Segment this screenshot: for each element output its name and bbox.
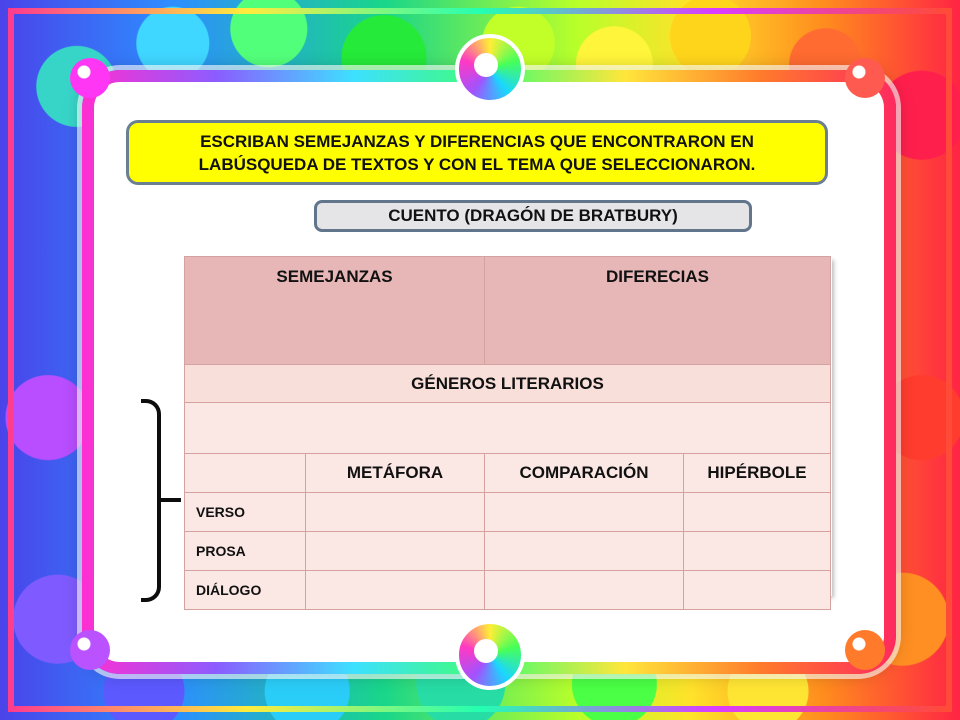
prose-metaphor-cell[interactable] xyxy=(306,532,485,571)
table-row xyxy=(185,532,831,571)
blank-table-row xyxy=(185,403,831,454)
story-title: CUENTO (DRAGÓN DE BRATBURY) xyxy=(314,200,752,232)
top-swirl-ornament xyxy=(455,34,525,104)
empty-corner-cell xyxy=(185,454,306,493)
hyperbole-header: HIPÉRBOLE xyxy=(684,454,831,493)
dialogue-metaphor-cell[interactable] xyxy=(306,571,485,610)
table-row xyxy=(185,493,831,532)
prose-comparison-cell[interactable] xyxy=(485,532,684,571)
bottom-swirl-ornament xyxy=(455,620,525,690)
verse-metaphor-cell[interactable] xyxy=(306,493,485,532)
corner-ornament-bottom-left xyxy=(70,630,110,670)
literary-genres-title: GÉNEROS LITERARIOS xyxy=(185,365,831,403)
verse-label: VERSO xyxy=(185,493,306,532)
grouping-bracket xyxy=(141,399,161,602)
corner-ornament-top-left xyxy=(70,58,110,98)
bracket-pointer xyxy=(161,498,181,502)
differences-header: DIFERECIAS xyxy=(485,257,831,365)
corner-ornament-top-right xyxy=(845,58,885,98)
assignment-heading xyxy=(126,120,828,185)
table-header-row xyxy=(185,257,831,365)
verse-comparison-cell[interactable] xyxy=(485,493,684,532)
table-row xyxy=(185,571,831,610)
dialogue-comparison-cell[interactable] xyxy=(485,571,684,610)
comparison-header: COMPARACIÓN xyxy=(485,454,684,493)
comparison-table xyxy=(184,256,831,610)
dialogue-label: DIÁLOGO xyxy=(185,571,306,610)
figure-columns-row xyxy=(185,454,831,493)
assignment-heading-line-1: ESCRIBAN SEMEJANZAS Y DIFERENCIAS QUE ENCONTRARON EN xyxy=(200,132,754,151)
similarities-header: SEMEJANZAS xyxy=(185,257,485,365)
corner-ornament-bottom-right xyxy=(845,630,885,670)
prose-hyperbole-cell[interactable] xyxy=(684,532,831,571)
blank-table-cell[interactable] xyxy=(185,403,831,454)
dialogue-hyperbole-cell[interactable] xyxy=(684,571,831,610)
assignment-heading-line-2: LABÚSQUEDA DE TEXTOS Y CON EL TEMA QUE SELECCIONARON. xyxy=(198,155,756,174)
verse-hyperbole-cell[interactable] xyxy=(684,493,831,532)
literary-genres-row xyxy=(185,365,831,403)
prose-label: PROSA xyxy=(185,532,306,571)
metaphor-header: METÁFORA xyxy=(306,454,485,493)
